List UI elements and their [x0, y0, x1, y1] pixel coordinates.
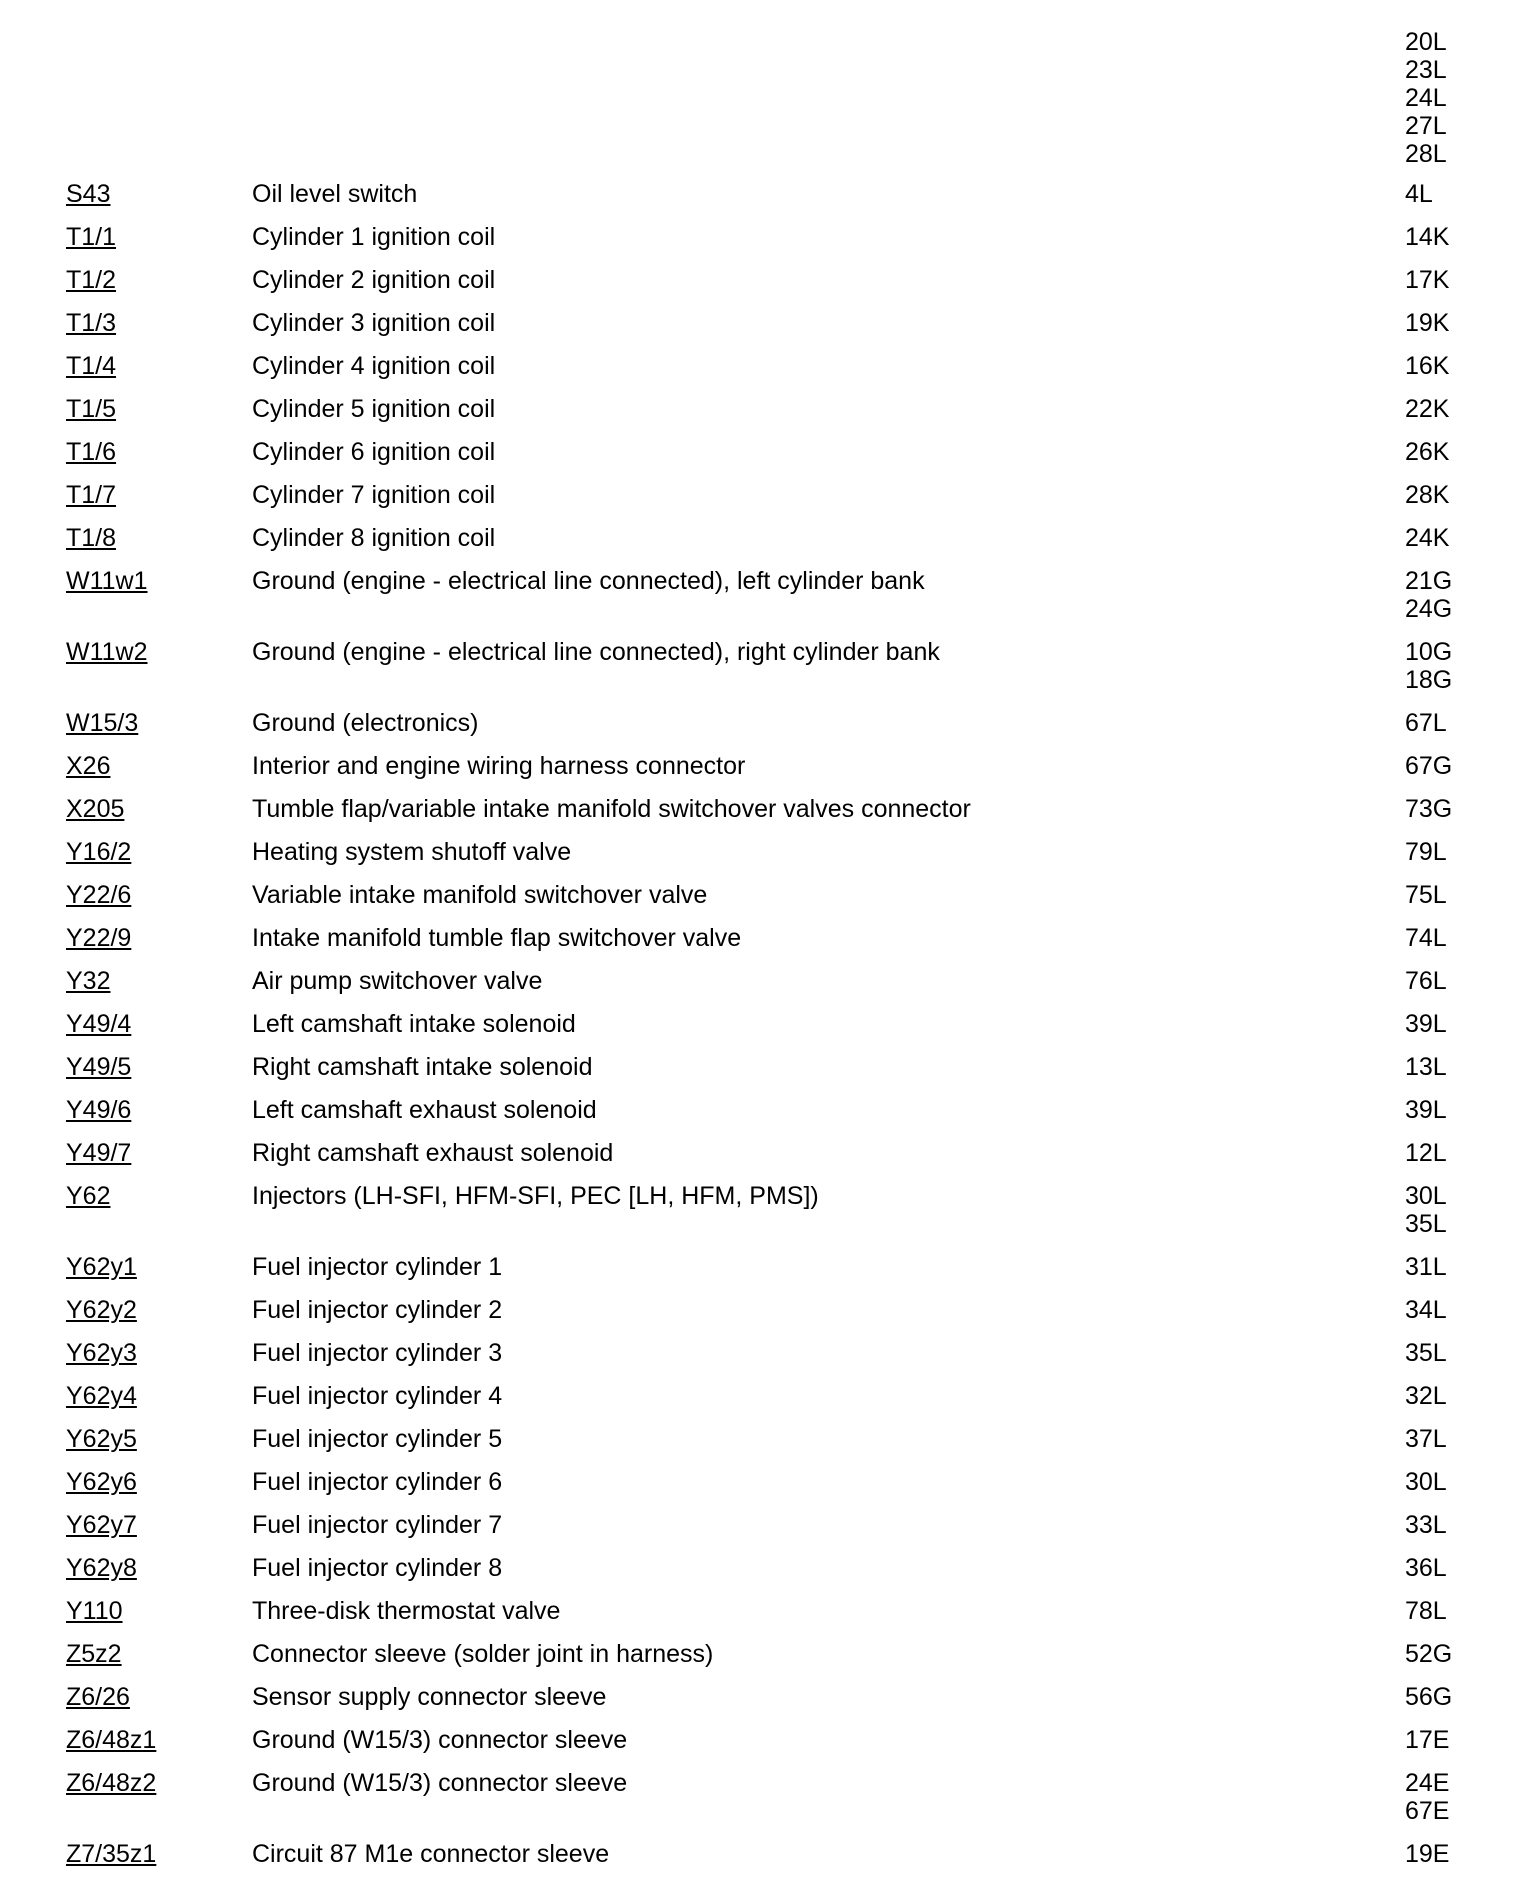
component-description: Cylinder 5 ignition coil — [252, 395, 496, 423]
grid-locations — [1405, 1554, 1505, 1582]
grid-location: 16K — [1405, 352, 1450, 380]
grid-location: 17K — [1405, 266, 1450, 294]
grid-location: 31L — [1405, 1253, 1447, 1281]
grid-locations — [1405, 352, 1505, 380]
grid-location: 12L — [1405, 1139, 1447, 1167]
component-description: Cylinder 8 ignition coil — [252, 524, 496, 552]
table-row — [0, 352, 1520, 395]
grid-locations — [1405, 1425, 1505, 1453]
grid-locations — [1405, 1726, 1505, 1754]
component-description: Fuel injector cylinder 8 — [252, 1554, 503, 1582]
component-description: Right camshaft intake solenoid — [252, 1053, 593, 1081]
table-row — [0, 1640, 1520, 1683]
grid-location: 13L — [1405, 1053, 1447, 1081]
component-description: Left camshaft exhaust solenoid — [252, 1096, 597, 1124]
grid-location: 27L — [1405, 112, 1447, 140]
table-row — [0, 1554, 1520, 1597]
grid-location: 22K — [1405, 395, 1450, 423]
grid-location: 24G — [1405, 595, 1453, 623]
component-code-link[interactable]: T1/2 — [66, 266, 117, 294]
component-code-link[interactable]: Z5z2 — [66, 1640, 122, 1668]
grid-locations — [1405, 1096, 1505, 1124]
component-code-link[interactable]: X26 — [66, 752, 111, 780]
grid-location: 30L — [1405, 1182, 1447, 1210]
component-code-link[interactable]: X205 — [66, 795, 125, 823]
component-code-link[interactable]: Y110 — [66, 1597, 123, 1625]
component-code-link[interactable]: Y49/5 — [66, 1053, 132, 1081]
table-row — [0, 1096, 1520, 1139]
table-row — [0, 709, 1520, 752]
grid-location: 56G — [1405, 1683, 1453, 1711]
table-row — [0, 838, 1520, 881]
component-code-link[interactable]: Y62y2 — [66, 1296, 137, 1324]
grid-locations — [1405, 395, 1505, 423]
component-code-link[interactable]: T1/4 — [66, 352, 117, 380]
component-code-link[interactable]: Z7/35z1 — [66, 1840, 157, 1868]
grid-location: 23L — [1405, 56, 1447, 84]
table-row — [0, 438, 1520, 481]
continued-locations — [1405, 28, 1505, 168]
component-code-link[interactable]: Y22/6 — [66, 881, 132, 909]
component-description: Cylinder 6 ignition coil — [252, 438, 496, 466]
grid-location: 35L — [1405, 1339, 1447, 1367]
grid-locations — [1405, 1683, 1505, 1711]
grid-locations — [1405, 752, 1505, 780]
grid-location: 24E — [1405, 1769, 1450, 1797]
grid-locations — [1405, 1010, 1505, 1038]
table-row — [0, 795, 1520, 838]
grid-locations — [1405, 1053, 1505, 1081]
grid-location: 32L — [1405, 1382, 1447, 1410]
component-code-link[interactable]: Y49/4 — [66, 1010, 132, 1038]
component-code-link[interactable]: W15/3 — [66, 709, 139, 737]
table-row — [0, 1253, 1520, 1296]
grid-locations — [1405, 709, 1505, 737]
table-row — [0, 1769, 1520, 1840]
component-code-link[interactable]: Y32 — [66, 967, 111, 995]
component-code-link[interactable]: Z6/48z2 — [66, 1769, 157, 1797]
table-row — [0, 1182, 1520, 1253]
grid-location: 19E — [1405, 1840, 1450, 1868]
grid-location: 20L — [1405, 28, 1447, 56]
component-description: Circuit 87 M1e connector sleeve — [252, 1840, 610, 1868]
component-description: Fuel injector cylinder 4 — [252, 1382, 503, 1410]
component-description: Connector sleeve (solder joint in harness) — [252, 1640, 714, 1668]
grid-locations — [1405, 438, 1505, 466]
grid-locations — [1405, 967, 1505, 995]
table-row — [0, 524, 1520, 567]
grid-locations — [1405, 1296, 1505, 1324]
table-row — [0, 752, 1520, 795]
grid-location: 67G — [1405, 752, 1453, 780]
component-description: Injectors (LH-SFI, HFM-SFI, PEC [LH, HFM, PMS]) — [252, 1182, 819, 1210]
table-row — [0, 924, 1520, 967]
grid-locations — [1405, 1382, 1505, 1410]
grid-location: 34L — [1405, 1296, 1447, 1324]
component-description: Fuel injector cylinder 1 — [252, 1253, 503, 1281]
component-code-link[interactable]: T1/3 — [66, 309, 117, 337]
grid-locations — [1405, 1339, 1505, 1367]
grid-location: 18G — [1405, 666, 1453, 694]
component-code-link[interactable]: S43 — [66, 180, 111, 208]
component-description: Left camshaft intake solenoid — [252, 1010, 576, 1038]
component-description: Three-disk thermostat valve — [252, 1597, 561, 1625]
grid-location: 67L — [1405, 709, 1447, 737]
grid-location: 36L — [1405, 1554, 1447, 1582]
table-row — [0, 1511, 1520, 1554]
component-description: Fuel injector cylinder 3 — [252, 1339, 503, 1367]
grid-location: 37L — [1405, 1425, 1447, 1453]
table-row — [0, 967, 1520, 1010]
grid-location: 35L — [1405, 1210, 1447, 1238]
table-row — [0, 309, 1520, 352]
component-code-link[interactable]: Y62y1 — [66, 1253, 137, 1281]
table-row — [0, 481, 1520, 524]
component-description: Tumble flap/variable intake manifold switchover valves connector — [252, 795, 971, 823]
grid-location: 52G — [1405, 1640, 1453, 1668]
grid-location: 19K — [1405, 309, 1450, 337]
component-code-link[interactable]: Z6/26 — [66, 1683, 130, 1711]
component-description: Cylinder 1 ignition coil — [252, 223, 496, 251]
grid-locations — [1405, 567, 1505, 623]
grid-location: 17E — [1405, 1726, 1450, 1754]
component-description: Fuel injector cylinder 5 — [252, 1425, 503, 1453]
grid-locations — [1405, 180, 1505, 208]
component-description: Sensor supply connector sleeve — [252, 1683, 607, 1711]
component-description: Ground (W15/3) connector sleeve — [252, 1726, 628, 1754]
grid-location: 14K — [1405, 223, 1450, 251]
component-description: Intake manifold tumble flap switchover valve — [252, 924, 742, 952]
table-row — [0, 881, 1520, 924]
component-code-link[interactable]: Y49/6 — [66, 1096, 132, 1124]
component-description: Variable intake manifold switchover valve — [252, 881, 708, 909]
grid-location: 24L — [1405, 84, 1447, 112]
component-description: Air pump switchover valve — [252, 967, 543, 995]
grid-location: 30L — [1405, 1468, 1447, 1496]
component-description: Ground (engine - electrical line connected), right cylinder bank — [252, 638, 940, 666]
component-code-link[interactable]: T1/1 — [66, 223, 117, 251]
component-code-link[interactable]: T1/8 — [66, 524, 117, 552]
grid-location: 67E — [1405, 1797, 1450, 1825]
grid-locations — [1405, 638, 1505, 694]
grid-locations — [1405, 1511, 1505, 1539]
table-row — [0, 1053, 1520, 1096]
component-code-link[interactable]: Y62y7 — [66, 1511, 137, 1539]
component-code-link[interactable]: Y62y3 — [66, 1339, 137, 1367]
grid-locations — [1405, 309, 1505, 337]
grid-locations — [1405, 524, 1505, 552]
grid-location: 39L — [1405, 1096, 1447, 1124]
component-code-link[interactable]: T1/7 — [66, 481, 117, 509]
grid-locations — [1405, 1840, 1505, 1868]
component-code-link[interactable]: T1/5 — [66, 395, 117, 423]
component-description: Right camshaft exhaust solenoid — [252, 1139, 614, 1167]
component-description: Ground (W15/3) connector sleeve — [252, 1769, 628, 1797]
component-code-link[interactable]: Y62 — [66, 1182, 111, 1210]
table-row — [0, 1726, 1520, 1769]
component-description: Fuel injector cylinder 6 — [252, 1468, 503, 1496]
grid-locations — [1405, 1182, 1505, 1238]
component-code-link[interactable]: Y22/9 — [66, 924, 132, 952]
grid-location: 74L — [1405, 924, 1447, 952]
grid-location: 75L — [1405, 881, 1447, 909]
component-code-link[interactable]: Y49/7 — [66, 1139, 132, 1167]
grid-locations — [1405, 838, 1505, 866]
component-description: Cylinder 2 ignition coil — [252, 266, 496, 294]
grid-location: 4L — [1405, 180, 1433, 208]
table-row — [0, 638, 1520, 709]
grid-location: 33L — [1405, 1511, 1447, 1539]
table-row — [0, 1840, 1520, 1883]
component-description: Heating system shutoff valve — [252, 838, 572, 866]
grid-locations — [1405, 1139, 1505, 1167]
component-description: Ground (engine - electrical line connected), left cylinder bank — [252, 567, 925, 595]
table-row — [0, 1468, 1520, 1511]
grid-location: 73G — [1405, 795, 1453, 823]
grid-location: 79L — [1405, 838, 1447, 866]
table-row — [0, 1382, 1520, 1425]
component-description: Cylinder 3 ignition coil — [252, 309, 496, 337]
grid-locations — [1405, 223, 1505, 251]
component-code-link[interactable]: W11w2 — [66, 638, 148, 666]
component-code-link[interactable]: W11w1 — [66, 567, 148, 595]
component-code-link[interactable]: Y62y6 — [66, 1468, 137, 1496]
table-row — [0, 1139, 1520, 1182]
component-code-link[interactable]: Y62y5 — [66, 1425, 137, 1453]
grid-locations — [1405, 1769, 1505, 1825]
grid-location: 24K — [1405, 524, 1450, 552]
table-row — [0, 223, 1520, 266]
table-row — [0, 1425, 1520, 1468]
component-description: Cylinder 7 ignition coil — [252, 481, 496, 509]
component-description: Fuel injector cylinder 2 — [252, 1296, 503, 1324]
table-row — [0, 1339, 1520, 1382]
table-row — [0, 567, 1520, 638]
component-description: Interior and engine wiring harness connector — [252, 752, 746, 780]
grid-locations — [1405, 795, 1505, 823]
component-description: Oil level switch — [252, 180, 418, 208]
grid-location: 26K — [1405, 438, 1450, 466]
component-description: Ground (electronics) — [252, 709, 479, 737]
grid-location: 39L — [1405, 1010, 1447, 1038]
table-row — [0, 180, 1520, 223]
grid-locations — [1405, 924, 1505, 952]
table-row — [0, 1597, 1520, 1640]
grid-locations — [1405, 1640, 1505, 1668]
component-code-link[interactable]: Z6/48z1 — [66, 1726, 157, 1754]
table-row — [0, 1683, 1520, 1726]
grid-locations — [1405, 881, 1505, 909]
grid-location: 10G — [1405, 638, 1453, 666]
grid-location: 78L — [1405, 1597, 1447, 1625]
grid-location: 76L — [1405, 967, 1447, 995]
grid-locations — [1405, 266, 1505, 294]
grid-location: 28K — [1405, 481, 1450, 509]
grid-locations — [1405, 1253, 1505, 1281]
component-list — [0, 180, 1520, 1883]
table-row — [0, 395, 1520, 438]
component-code-link[interactable]: Y62y4 — [66, 1382, 137, 1410]
grid-location: 28L — [1405, 140, 1447, 168]
grid-locations — [1405, 481, 1505, 509]
grid-locations — [1405, 1597, 1505, 1625]
table-row — [0, 1296, 1520, 1339]
table-row — [0, 266, 1520, 309]
component-code-link[interactable]: Y16/2 — [66, 838, 132, 866]
component-description: Cylinder 4 ignition coil — [252, 352, 496, 380]
component-code-link[interactable]: Y62y8 — [66, 1554, 137, 1582]
grid-location: 21G — [1405, 567, 1453, 595]
component-description: Fuel injector cylinder 7 — [252, 1511, 503, 1539]
component-code-link[interactable]: T1/6 — [66, 438, 117, 466]
grid-locations — [1405, 1468, 1505, 1496]
table-row — [0, 1010, 1520, 1053]
